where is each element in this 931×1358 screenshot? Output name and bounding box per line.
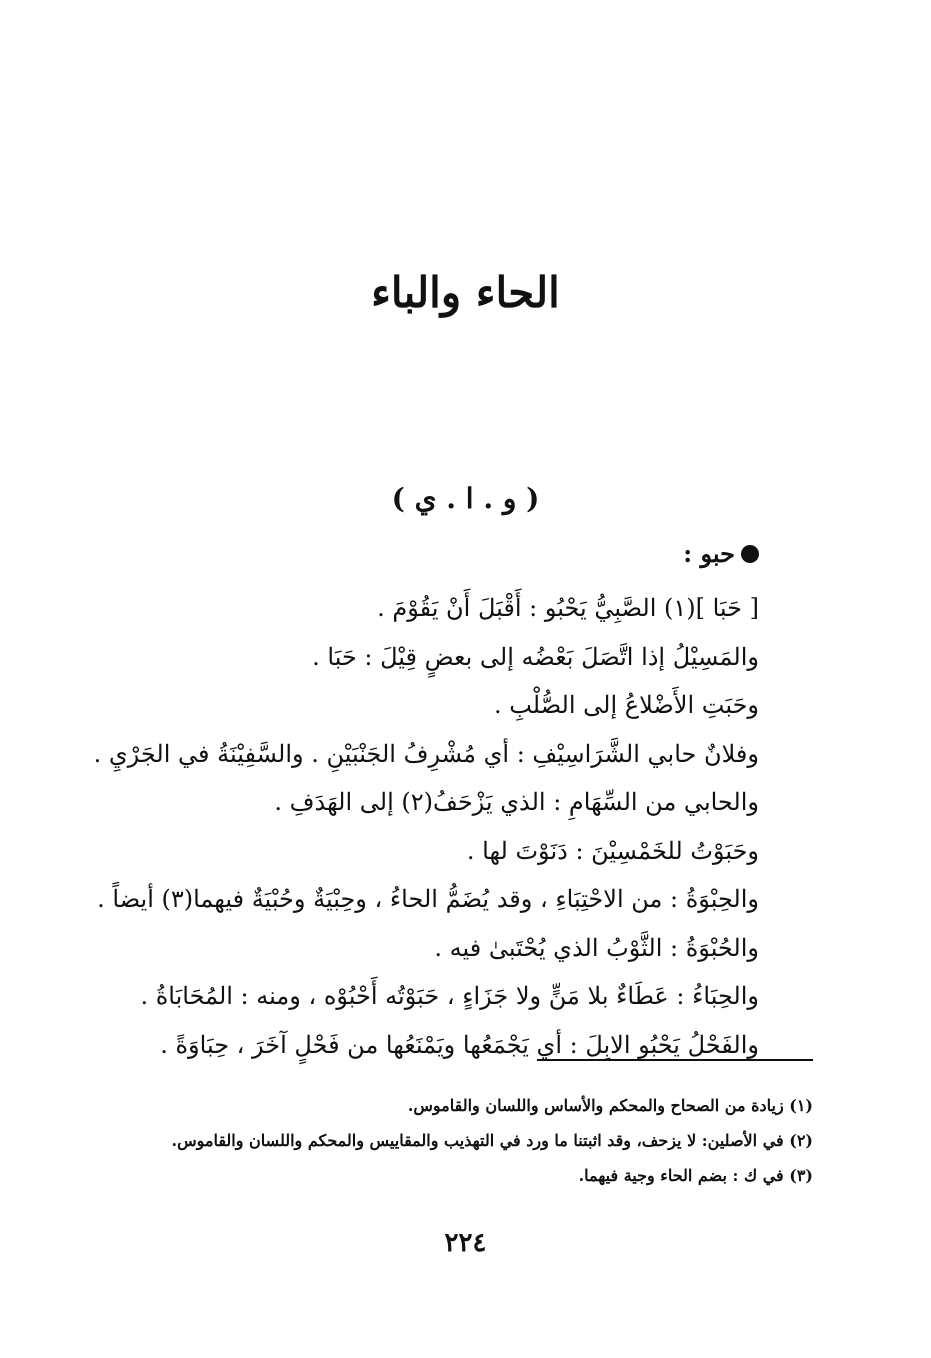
entry-body — [93, 584, 759, 1069]
body-line: [ حَبَا ](١) الصَّبِيُّ يَحْبُو : أَقْبَلَ أَنْ يَقُوْمَ . — [377, 594, 759, 622]
body-line: وفلانٌ حابي الشَّرَاسِيْفِ : أي مُشْرِفُ الجَنْبَيْنِ . والسَّفِيْنَةُ في الجَرْيِ . — [93, 739, 759, 768]
entry-root — [683, 540, 759, 569]
section-heading: ( و . ا . ي ) — [391, 482, 540, 515]
footnote: (١) زيادة من الصحاح والمحكم والأساس واللسان والقاموس. — [407, 1096, 813, 1115]
footnote: (٣) في ك : بضم الحاء وجية فيهما. — [578, 1166, 813, 1185]
chapter-title: الحاء والباء — [371, 268, 560, 317]
body-line: وحَبَوْتُ للخَمْسِيْنَ : دَنَوْتَ لها . — [466, 836, 759, 865]
body-line: والحُبْوَةُ : الثَّوْبُ الذي يُحْتَبىٰ فيه . — [434, 933, 759, 962]
footnotes — [113, 1088, 813, 1193]
root-word: حبو : — [683, 539, 735, 568]
footnote: (٢) في الأصلين: لا يزحف، وقد اثبتنا ما ورد في التهذيب والمقاييس والمحكم واللسان والقاموس. — [171, 1131, 813, 1150]
page-number: ٢٢٤ — [444, 1228, 487, 1258]
body-line: والفَحْلُ يَحْبُو الابِلَ : أي يَجْمَعُها ويَمْنَعُها من فَحْلٍ آخَرَ ، حِبَاوَةً . — [160, 1030, 759, 1059]
body-line: وحَبَتِ الأَضْلاعُ إلى الصُّلْبِ . — [493, 691, 759, 719]
filled-circle-icon — [741, 545, 759, 563]
body-line: والحابي من السِّهَامِ : الذي يَزْحَفُ(٢) إلى الهَدَفِ . — [274, 788, 759, 816]
footnote-divider — [537, 1059, 813, 1061]
body-line: والحِبْوَةُ : من الاحْتِبَاءِ ، وقد يُضَمُّ الحاءُ ، وحِبْيَةٌ وحُبْيَةٌ فيهما(٣) أيضاً . — [97, 885, 759, 913]
body-line: والحِبَاءُ : عَطَاءٌ بلا مَنٍّ ولا جَزَاءٍ ، حَبَوْتُه أَحْبُوْه ، ومنه : المُحَابَاةُ . — [140, 982, 759, 1010]
body-line: والمَسِيْلُ إذا اتَّصَلَ بَعْضُه إلى بعضٍ قِيْلَ : حَبَا . — [312, 642, 759, 671]
